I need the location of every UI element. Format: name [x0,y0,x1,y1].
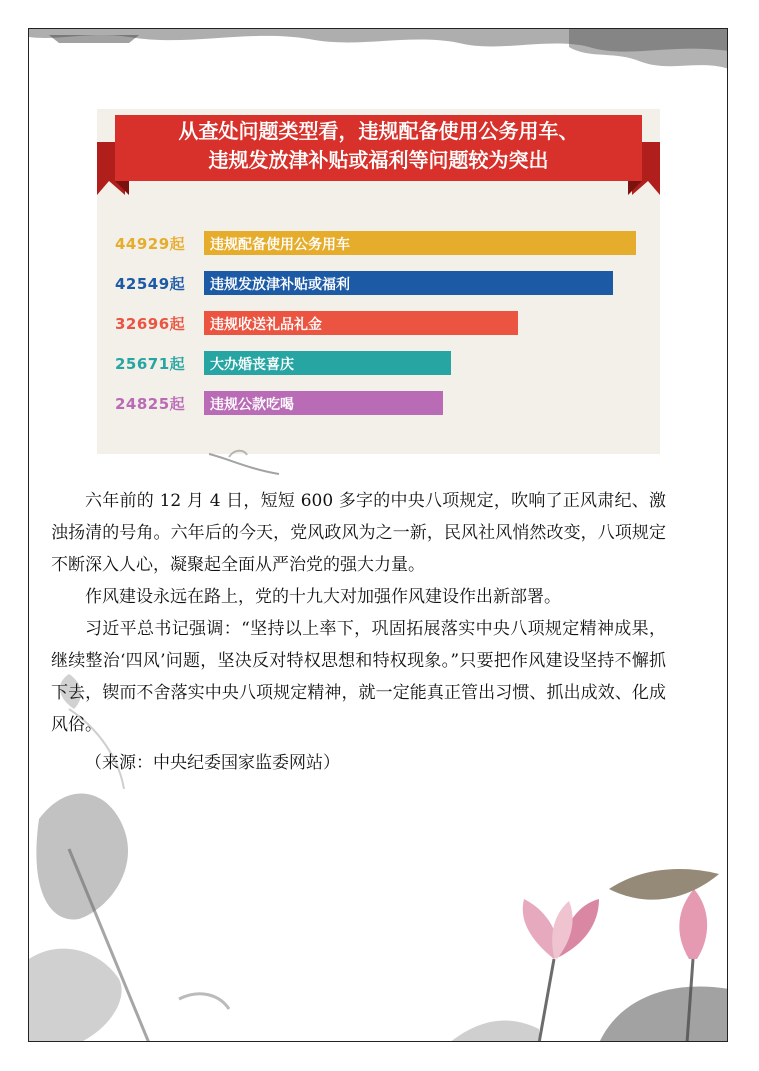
bar-category-label: 违规发放津补贴或福利 [210,277,350,293]
chart-title [97,117,660,175]
article-source: （来源：中央纪委国家监委网站） [85,753,340,773]
chart-panel [97,109,660,454]
article-paragraph-2: 作风建设永远在路上，党的十九大对加强作风建设作出新部署。 [85,587,561,607]
bar-value-label: 25671起 [115,355,186,373]
chart-title-line-1: 从查处问题类型看，违规配备使用公务用车、 [178,119,579,143]
bar-row [97,351,660,375]
bar-value-label: 42549起 [115,275,186,293]
article-body [51,485,666,779]
bar-value-label: 44929起 [115,235,186,253]
bar-value-label: 32696起 [115,315,186,333]
ink-wash-icon [29,29,728,89]
bar-row [97,391,660,415]
page-frame [28,28,728,1042]
bar-row [97,311,660,335]
bar-row [97,231,660,255]
lotus-flower-icon [449,829,728,1042]
article-paragraph-3: 习近平总书记强调：“坚持以上率下，巩固拓展落实中央八项规定精神成果，继续整治‘四风’问题，坚决反对特权思想和特权现象。”只要把作风建设坚持不懈抓下去，锲而不舍落实中央八项规定精神，就一定能真正管出习惯、抓出成效、化成风俗。 [51,619,666,735]
article-paragraph-1: 六年前的 12 月 4 日，短短 600 多字的中央八项规定，吹响了正风肃纪、激浊扬清的号角。六年后的今天，党风政风为之一新，民风社风悄然改变，八项规定不断深入人心，凝聚起全面从严治党的强大力量。 [51,491,666,575]
bar-row [97,271,660,295]
bar-category-label: 大办婚丧喜庆 [210,357,294,373]
bar-value-label: 24825起 [115,395,186,413]
bar-category-label: 违规收送礼品礼金 [210,317,322,333]
chart-title-line-2: 违规发放津补贴或福利等问题较为突出 [208,148,549,172]
bar-category-label: 违规配备使用公务用车 [210,237,350,253]
bar-category-label: 违规公款吃喝 [210,397,294,413]
